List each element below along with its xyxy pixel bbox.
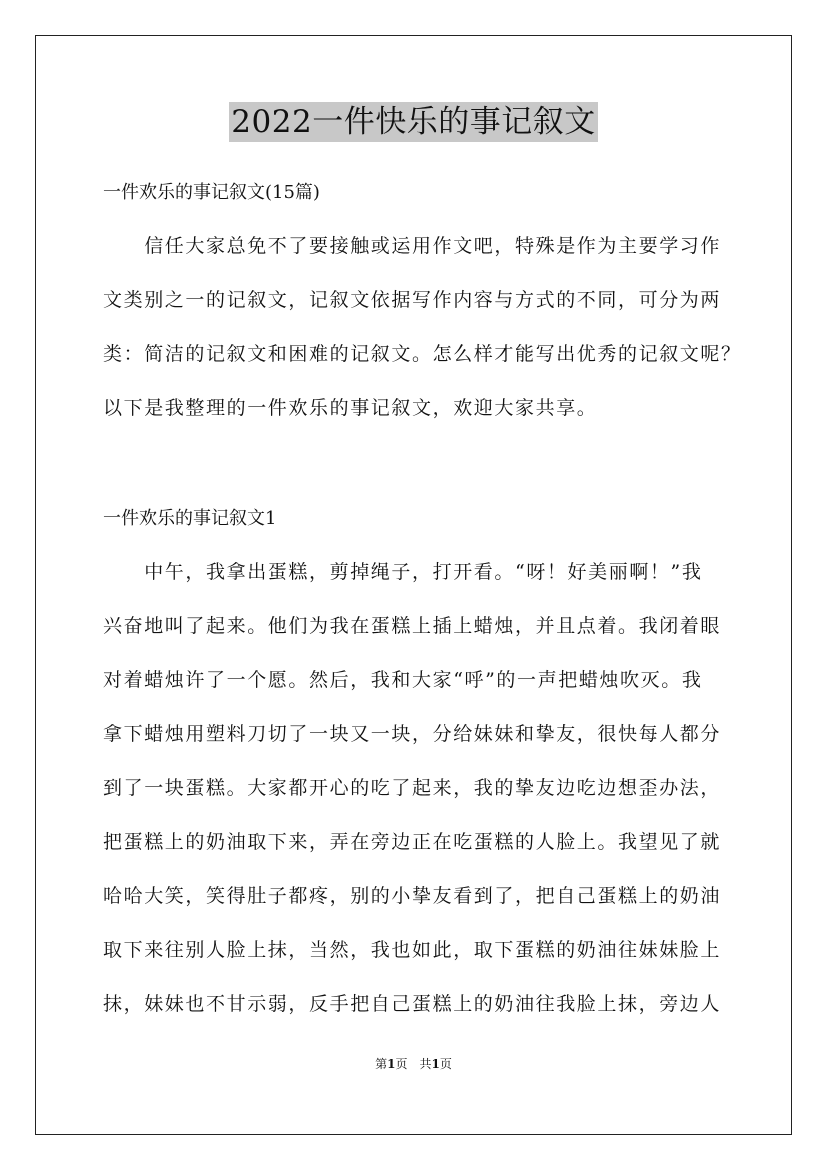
text-line: 文类别之一的记叙文，记叙文依据写作内容与方式的不同，可分为两 — [103, 289, 722, 311]
footer-page-suffix: 页 — [439, 1057, 452, 1071]
intro-paragraph — [103, 219, 742, 435]
text-line: 把蛋糕上的奶油取下来，弄在旁边正在吃蛋糕的人脸上。我望见了就 — [103, 831, 722, 853]
text-line: 兴奋地叫了起来。他们为我在蛋糕上插上蜡烛，并且点着。我闭着眼 — [103, 615, 722, 637]
footer-page-mid: 页 共 — [395, 1057, 432, 1071]
text-line: 类：简洁的记叙文和困难的记叙文。怎么样才能写出优秀的记叙文呢？ — [103, 343, 742, 365]
document-subtitle: 一件欢乐的事记叙文(15篇) — [103, 182, 320, 203]
text-line: 信任大家总免不了要接触或运用作文吧，特殊是作为主要学习作 — [103, 235, 722, 257]
body-paragraph — [103, 545, 733, 1031]
document-title: 2022一件快乐的事记叙文 — [231, 104, 596, 140]
text-line: 到了一块蛋糕。大家都开心的吃了起来，我的挚友边吃边想歪办法， — [103, 777, 722, 799]
text-line: 中午，我拿出蛋糕，剪掉绳子，打开看。“呀！好美丽啊！”我 — [103, 561, 703, 583]
text-line: 以下是我整理的一件欢乐的事记叙文，欢迎大家共享。 — [103, 397, 598, 419]
page-footer — [0, 1056, 827, 1072]
title-container — [0, 102, 827, 142]
footer-page-total: 1 — [431, 1057, 440, 1071]
footer-page-prefix: 第 — [375, 1057, 388, 1071]
text-line: 取下来往别人脸上抹，当然，我也如此，取下蛋糕的奶油往妹妹脸上 — [103, 939, 722, 961]
section-heading: 一件欢乐的事记叙文1 — [103, 508, 277, 529]
text-line: 抹，妹妹也不甘示弱，反手把自己蛋糕上的奶油往我脸上抹，旁边人 — [103, 993, 722, 1015]
text-line: 对着蜡烛许了一个愿。然后，我和大家“呼”的一声把蜡烛吹灭。我 — [103, 669, 703, 691]
text-line: 哈哈大笑，笑得肚子都疼，别的小挚友看到了，把自己蛋糕上的奶油 — [103, 885, 722, 907]
footer-page-current: 1 — [387, 1057, 396, 1071]
text-line: 拿下蜡烛用塑料刀切了一块又一块，分给妹妹和挚友，很快每人都分 — [103, 723, 722, 745]
